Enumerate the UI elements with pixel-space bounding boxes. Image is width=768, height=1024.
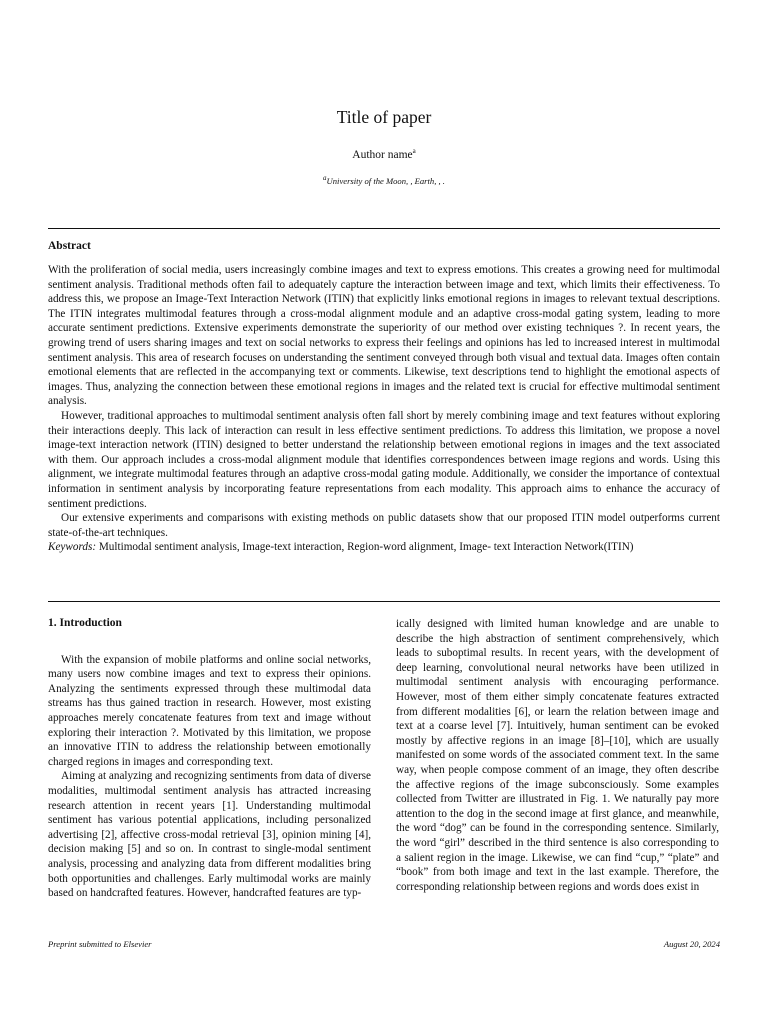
intro-paragraph-2: Aiming at analyzing and recognizing sentiments from data of diverse modalities, multimodal sentiment analysis has attracted increasing research attention in recent years [1]. Understanding multimodal sentiment has various potential applications, including personalized advertising [2], affective cross-modal retrieval [3], opinion mining [4], decision making [5] and so on. In contrast to single-modal sentiment analysis, processing and analyzing data from different modalities bring both opportunities and challenges. Early multimodal works are mainly based on handcrafted features. However, handcrafted features are typ-: [48, 770, 371, 900]
keywords-line: [48, 540, 720, 555]
author-name: Author name: [352, 149, 413, 161]
left-column: [48, 616, 371, 901]
keywords-text: Multimodal sentiment analysis, Image-text interaction, Region-word alignment, Image- text Interaction Network(ITIN): [98, 541, 634, 554]
author-line: [0, 148, 768, 163]
author-affiliation-marker: a: [412, 147, 416, 156]
abstract-heading: Abstract: [48, 240, 91, 252]
paper-title: Title of paper: [336, 107, 432, 127]
abstract-paragraph-2: However, traditional approaches to multimodal sentiment analysis often fall short by merely combining image and text features without exploring their interactions deeply. This lack of interaction can result in less effective sentiment predictions. To address this limitation, we propose a novel image-text interaction network (ITIN) designed to better understand the relationship between emotional regions in images and the text associated with them. Our approach includes a cross-modal alignment module that identifies correspondences between image regions and words. Using this alignment, we integrate multimodal features through an adaptive cross-modal gating module. Additionally, we consider the importance of contextual information in sentiment analysis by incorporating feature representations from each modality. This approach aims to enhance the accuracy of sentiment predictions.: [48, 409, 720, 510]
affiliation-text: University of the Moon, , Earth, , .: [326, 176, 445, 186]
keywords-label: Keywords:: [48, 541, 97, 554]
abstract-paragraph-3: Our extensive experiments and comparisons with existing methods on public datasets show that our proposed ITIN model outperforms current state-of-the-art techniques.: [48, 512, 720, 539]
intro-paragraph-continued: ically designed with limited human knowledge and are unable to describe the high abstraction of sentiment comprehensively, which leads to suboptimal results. In recent years, with the development of deep learning, convolutional neural networks have been utilized in multimodal sentiment analysis with encouraging performance. However, most of them either simply concatenate features extracted from different modalities [6], or learn the relation between image and text at a coarse level [7]. Intuitively, human sentiment can be evoked mostly by affective regions in an image [8]–[10], which are usually manifested on some words of the associated comment text. In the same way, when people compose comment of an image, they often describe the affective regions of the image subconsciously. Some examples collected from Twitter are illustrated in Fig. 1. We naturally pay more attention to the dog in the second image at first glance, and meanwhile, the word “dog” can be found in the corresponding sentence. Similarly, the word “girl” described in the third sentence is also corresponding to a salient region in the image. Likewise, we can find “cup,” “plate” and “book” from both image and text in the last example. Therefore, the corresponding relationship between regions and words does exist in: [396, 618, 719, 893]
footer-date: August 20, 2024: [663, 939, 720, 949]
affiliation-line: [0, 174, 768, 189]
abstract-paragraph-1: With the proliferation of social media, users increasingly combine images and text to express emotions. This creates a growing need for multimodal sentiment analysis. Traditional methods often fail to adequately capture the interaction between image and text, which limits their effectiveness. To address this, we propose an Image-Text Interaction Network (ITIN) that explicitly links emotional regions in images to relevant textual descriptions. The ITIN integrates multimodal features through a cross-modal alignment module and an adaptive cross-modal gating system, leading to more accurate sentiment predictions. Extensive experiments demonstrate the superiority of our method over existing techniques ?. In recent years, the growing trend of users sharing images and text on social networks to express their feelings and opinions has led to increased interest in multimodal sentiment analysis. This area of research focuses on understanding the sentiment conveyed through both visual and textual data. Images often contain emotional elements that are reflected in the accompanying text or comments. Likewise, text descriptions tend to highlight the emotional aspects of images. Thus, analyzing the connection between these emotional regions in images and the related text is crucial for effective multimodal sentiment analysis.: [48, 264, 720, 408]
abstract-top-rule: [48, 228, 720, 229]
abstract-section: [48, 239, 720, 555]
footer-preprint-note: Preprint submitted to Elsevier: [48, 939, 152, 949]
affiliation-marker: a: [323, 174, 327, 183]
intro-paragraph-1: With the expansion of mobile platforms and online social networks, many users now combine images and text to express their opinions. Analyzing the sentiments expressed through these multimodal data streams has thus gained traction in research. However, most existing approaches merely concatenate features from text and image without exploring their interaction ?. Motivated by this limitation, we propose an innovative ITIN to address the relationship between emotionally charged regions in images and corresponding text.: [48, 653, 371, 768]
abstract-bottom-rule: [48, 601, 720, 602]
right-column: [396, 617, 719, 894]
introduction-heading: 1. Introduction: [48, 617, 122, 629]
